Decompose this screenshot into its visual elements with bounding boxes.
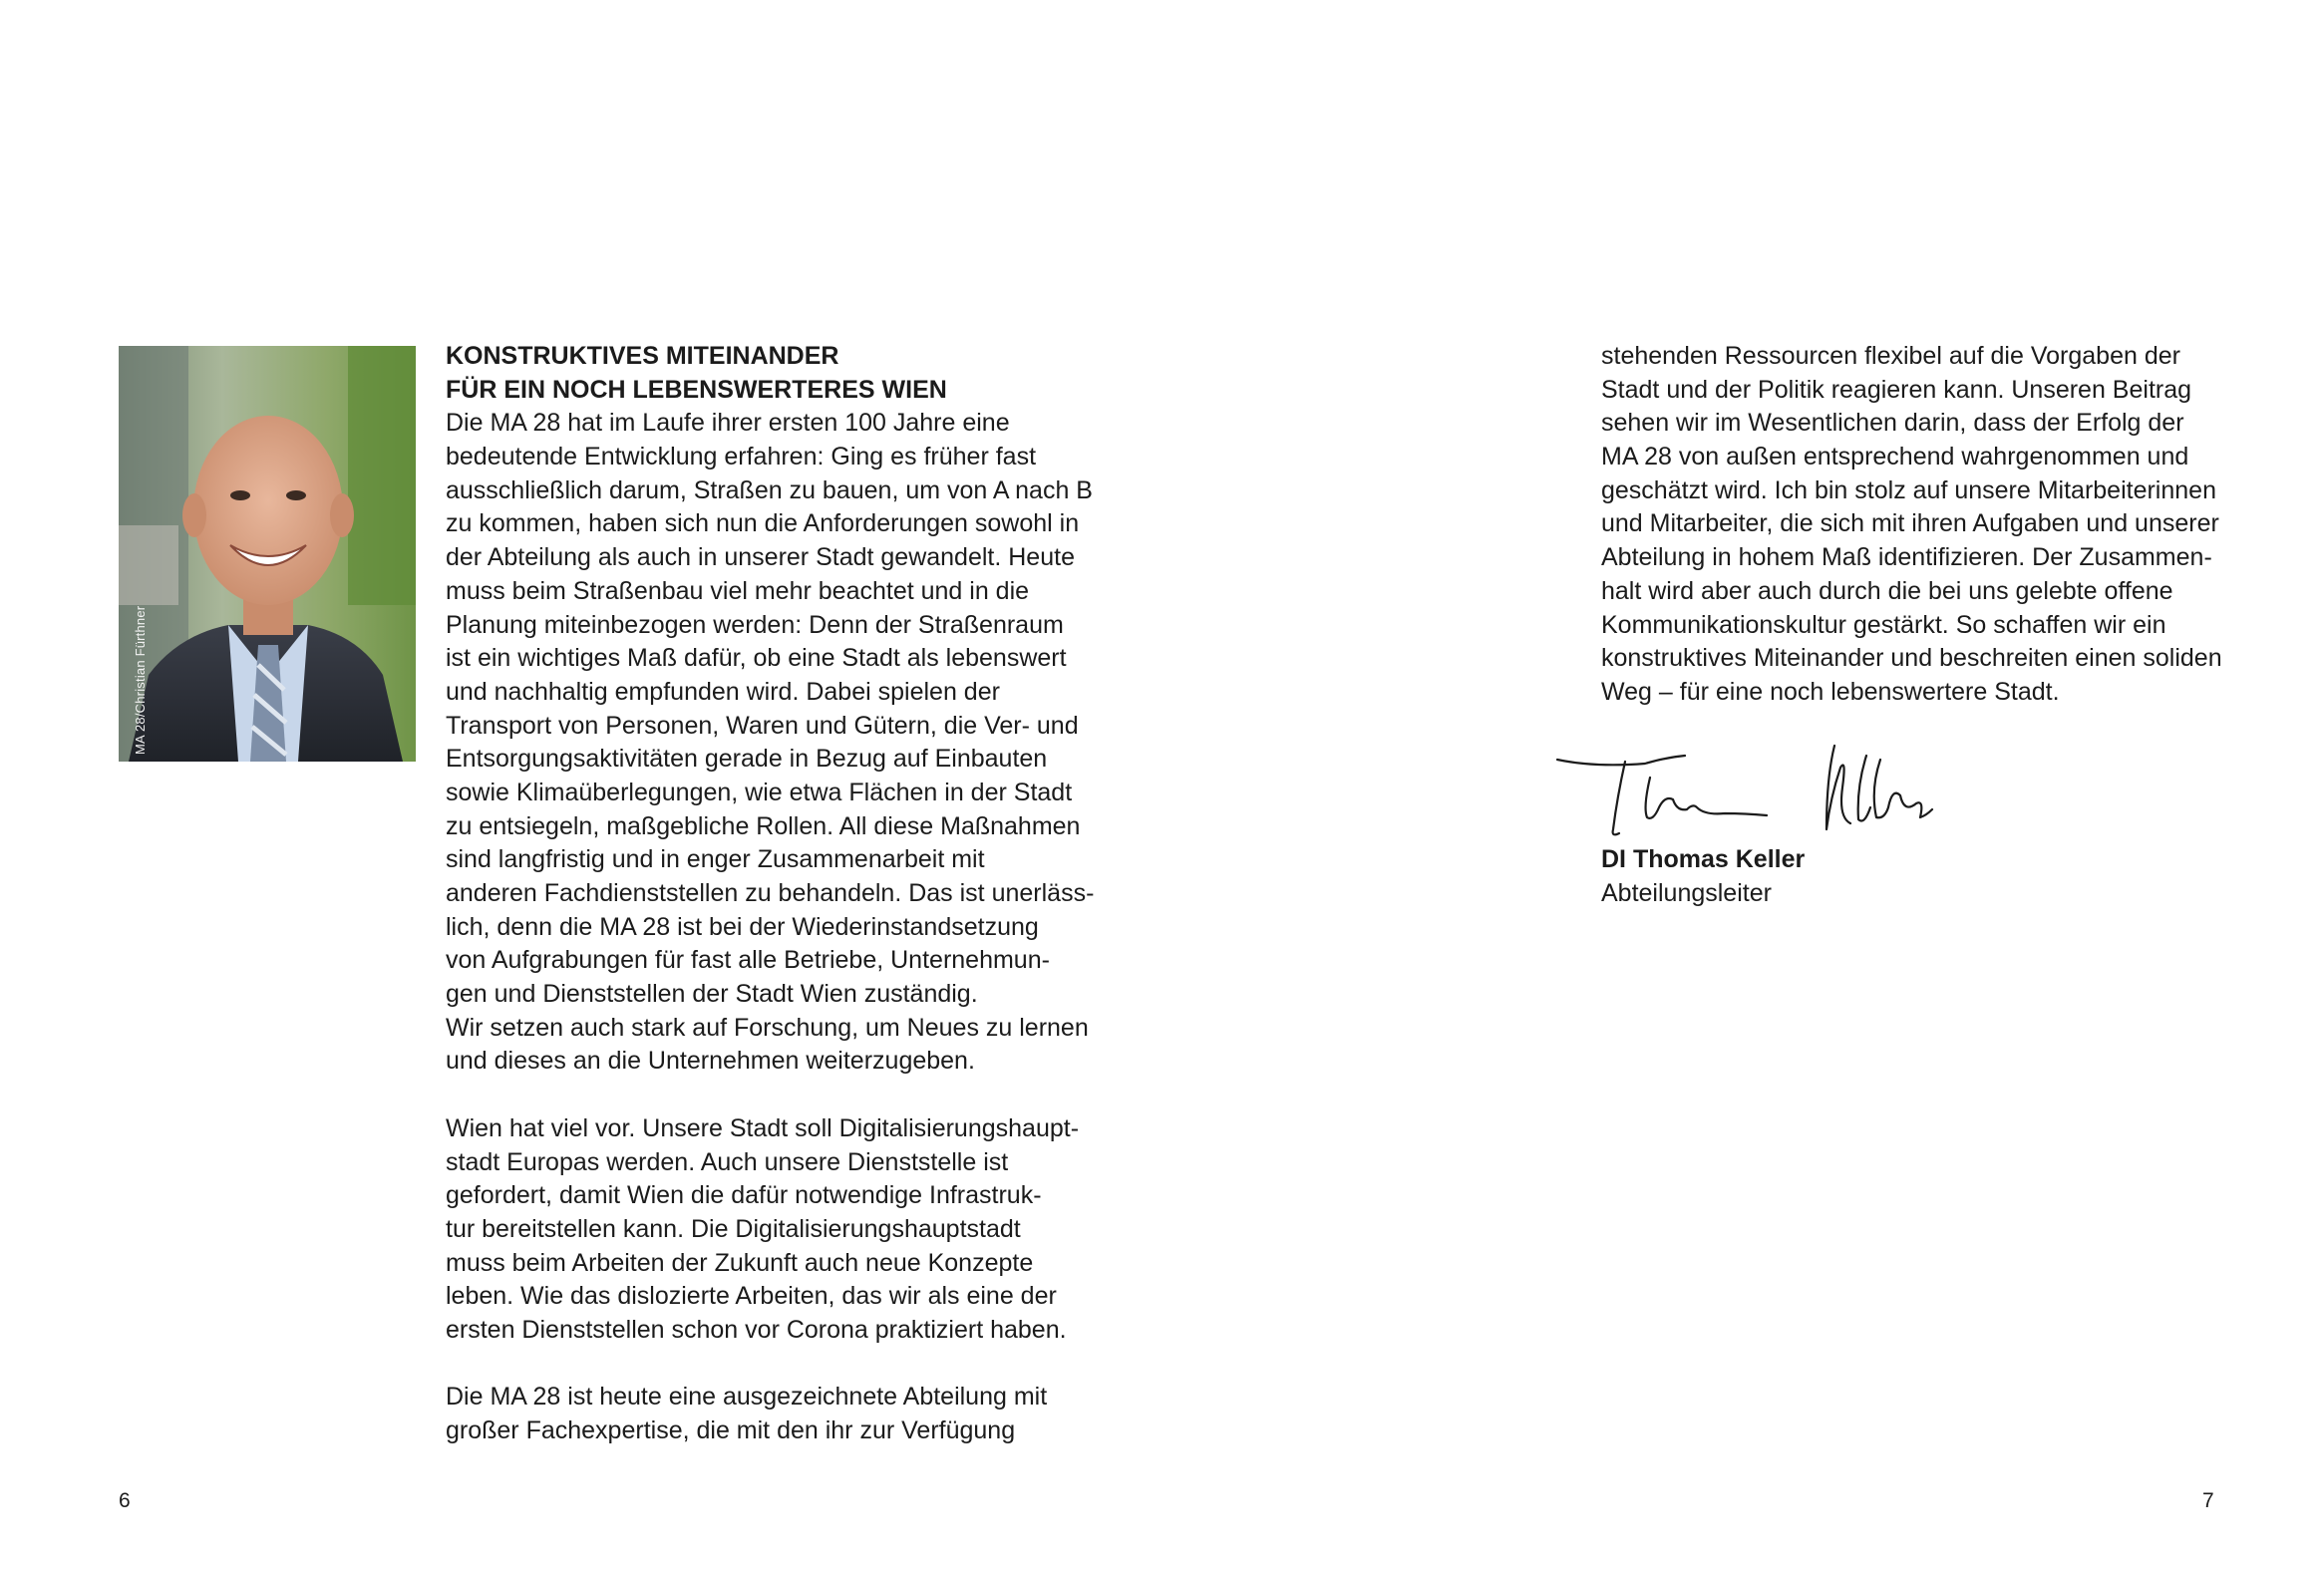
photo-credit: MA 28/Christian Fürthner: [133, 605, 148, 755]
paragraph-intro: [446, 407, 1095, 1079]
text-line: sehen wir im Wesentlichen darin, dass der Erfolg der: [1601, 409, 2184, 438]
text-line: Weg – für eine noch lebenswertere Stadt.: [1601, 677, 2060, 706]
portrait-image: [119, 346, 416, 762]
page-number-left: 6: [119, 1489, 131, 1512]
text-line: Wir setzen auch stark auf Forschung, um Neues zu lernen: [446, 1013, 1089, 1042]
text-line: halt wird aber auch durch die bei uns gelebte offene: [1601, 576, 2173, 605]
text-line: ausschließlich darum, Straßen zu bauen, um von A nach B: [446, 475, 1093, 504]
text-line: großer Fachexpertise, die mit den ihr zur Verfügung: [446, 1416, 1016, 1444]
text-line: und nachhaltig empfunden wird. Dabei spielen der: [446, 677, 1000, 706]
text-line: anderen Fachdienststellen zu behandeln. Das ist unerläss-: [446, 879, 1095, 907]
author-portrait-photo: [119, 346, 416, 762]
signatory-name: DI Thomas Keller: [1601, 845, 1806, 873]
text-line: Transport von Personen, Waren und Gütern, die Ver- und: [446, 711, 1079, 740]
paragraph-gap: [446, 1079, 1084, 1112]
text-line: stadt Europas werden. Auch unsere Dienststelle ist: [446, 1147, 1009, 1176]
signature-drawing: [1555, 738, 1954, 847]
text-line: muss beim Arbeiten der Zukunft auch neue Konzepte: [446, 1248, 1034, 1277]
signatory-role: Abteilungsleiter: [1601, 879, 1772, 907]
text-line: von Aufgrabungen für fast alle Betriebe, Unternehmun-: [446, 946, 1050, 975]
handwritten-signature: [1555, 738, 1954, 847]
text-line: sind langfristig und in enger Zusammenarbeit mit: [446, 845, 985, 874]
text-line: und dieses an die Unternehmen weiterzugeben.: [446, 1047, 975, 1076]
text-line: muss beim Straßenbau viel mehr beachtet und in die: [446, 576, 1030, 605]
text-line: und Mitarbeiter, die sich mit ihren Aufgaben und unserer: [1601, 509, 2219, 538]
text-line: MA 28 von außen entsprechend wahrgenommen und: [1601, 443, 2189, 471]
text-line: Abteilung in hohem Maß identifizieren. Der Zusammen-: [1601, 543, 2212, 572]
text-line: Stadt und der Politik reagieren kann. Unseren Beitrag: [1601, 375, 2192, 404]
right-text-column: [1601, 340, 2239, 710]
paragraph-closing-start: [446, 1381, 1084, 1447]
text-line: konstruktives Miteinander und beschreiten einen soliden: [1601, 644, 2222, 673]
text-line: zu kommen, haben sich nun die Anforderungen sowohl in: [446, 509, 1080, 538]
text-line: Die MA 28 ist heute eine ausgezeichnete Abteilung mit: [446, 1383, 1048, 1412]
page-number-right: 7: [2202, 1489, 2214, 1512]
text-line: Planung miteinbezogen werden: Denn der Straßenraum: [446, 610, 1064, 639]
text-line: Kommunikationskultur gestärkt. So schaffen wir ein: [1601, 610, 2166, 639]
text-line: Wien hat viel vor. Unsere Stadt soll Digitalisierungshaupt-: [446, 1113, 1080, 1142]
text-line: gefordert, damit Wien die dafür notwendige Infrastruk-: [446, 1181, 1042, 1210]
text-line: der Abteilung als auch in unserer Stadt gewandelt. Heute: [446, 543, 1075, 572]
text-line: ist ein wichtiges Maß dafür, ob eine Stadt als lebenswert: [446, 644, 1067, 673]
article-heading-line: KONSTRUKTIVES MITEINANDER: [446, 342, 839, 370]
text-line: ersten Dienststellen schon vor Corona praktiziert haben.: [446, 1315, 1067, 1344]
paragraph-digitalisation: [446, 1112, 1084, 1348]
article-heading-line: FÜR EIN NOCH LEBENSWERTERES WIEN: [446, 375, 947, 404]
paragraph-gap: [446, 1348, 1084, 1382]
text-line: leben. Wie das dislozierte Arbeiten, das wir als eine der: [446, 1282, 1057, 1311]
text-line: gen und Dienststellen der Stadt Wien zuständig.: [446, 980, 978, 1009]
text-line: lich, denn die MA 28 ist bei der Wiederinstandsetzung: [446, 912, 1039, 941]
text-line: geschätzt wird. Ich bin stolz auf unsere Mitarbeiterinnen: [1601, 475, 2216, 504]
text-line: tur bereitstellen kann. Die Digitalisierungshauptstadt: [446, 1214, 1021, 1243]
text-line: zu entsiegeln, maßgebliche Rollen. All diese Maßnahmen: [446, 811, 1081, 840]
text-line: Die MA 28 hat im Laufe ihrer ersten 100 Jahre eine: [446, 409, 1010, 438]
text-line: Entsorgungsaktivitäten gerade in Bezug auf Einbauten: [446, 745, 1048, 774]
text-line: sowie Klimaüberlegungen, wie etwa Flächen in der Stadt: [446, 778, 1073, 806]
text-line: bedeutende Entwicklung erfahren: Ging es früher fast: [446, 443, 1037, 471]
left-text-column: [446, 340, 1095, 1448]
text-line: stehenden Ressourcen flexibel auf die Vorgaben der: [1601, 342, 2180, 370]
